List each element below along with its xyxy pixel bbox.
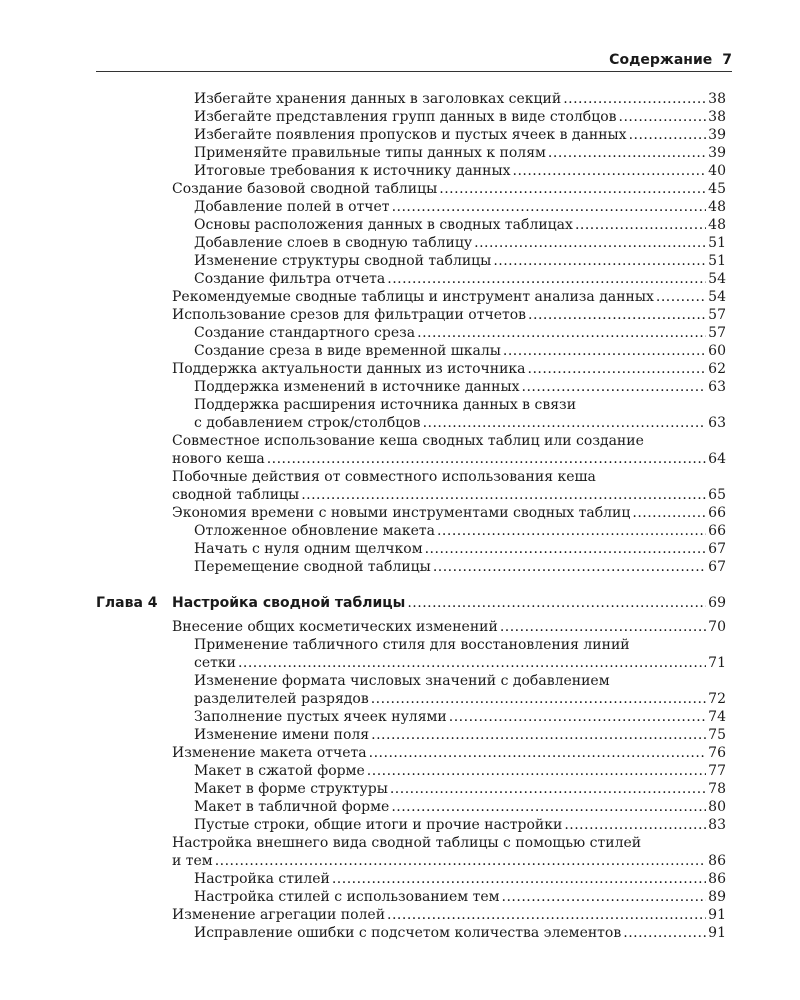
toc-entry-title: Пустые строки, общие итоги и прочие настройки	[194, 817, 563, 833]
toc-entry-page: 71	[708, 655, 726, 671]
toc-entry-title: Настройка стилей с использованием тем	[194, 889, 500, 905]
toc-entry-row	[172, 486, 726, 504]
leader-dots	[392, 198, 707, 216]
leader-dots	[474, 234, 706, 252]
toc-entry-title: Изменение структуры сводной таблицы	[194, 253, 492, 269]
toc-entry-row	[172, 618, 726, 636]
toc-entry-row	[172, 906, 726, 924]
toc-entry-page: 70	[708, 619, 726, 635]
toc-entry-page: 86	[708, 871, 726, 887]
toc-entry-title-line1: Изменение формата числовых значений с добавлением	[194, 673, 610, 689]
toc-entry-page: 39	[708, 127, 726, 143]
leader-dots	[433, 558, 706, 576]
toc-entry-page: 54	[708, 271, 726, 287]
toc-entry-row	[194, 252, 726, 270]
toc-entry-title: разделителей разрядов	[194, 691, 369, 707]
toc-entry-row	[194, 780, 726, 798]
toc-entry-page: 62	[708, 361, 726, 377]
toc-entry-title: Использование срезов для фильтрации отчетов	[172, 307, 527, 323]
toc-entry-title: Создание стандартного среза	[194, 325, 416, 341]
header-page-number: 7	[722, 52, 732, 68]
toc-entry	[194, 108, 726, 126]
toc-entry	[194, 90, 726, 108]
toc-entry-page: 77	[708, 763, 726, 779]
toc-entry-row	[194, 762, 726, 780]
toc-entry-row	[172, 450, 726, 468]
leader-dots	[407, 594, 706, 612]
toc-entry	[194, 726, 726, 744]
toc-entry-title: и тем	[172, 853, 213, 869]
toc-entry-page: 76	[708, 745, 726, 761]
toc-entry-title: Внесение общих косметических изменений	[172, 619, 498, 635]
toc-entry-title: Основы расположения данных в сводных таблицах	[194, 217, 573, 233]
leader-dots	[449, 708, 706, 726]
leader-dots	[367, 762, 706, 780]
toc-entry-row	[194, 690, 726, 708]
toc-entry-title: Поддержка актуальности данных из источника	[172, 361, 526, 377]
toc-entry-title: Избегайте представления групп данных в виде столбцов	[194, 109, 617, 125]
toc-entry	[172, 504, 726, 522]
toc-entry-title-line1: Поддержка расширения источника данных в связи	[194, 397, 577, 413]
leader-dots	[391, 798, 706, 816]
toc-entry	[194, 270, 726, 288]
leader-dots	[528, 306, 706, 324]
toc-entry	[194, 870, 726, 888]
toc-entry	[172, 468, 726, 504]
toc-entry	[194, 522, 726, 540]
toc-entry-row	[194, 414, 726, 432]
leader-dots	[425, 540, 707, 558]
toc-entry-page: 67	[708, 541, 726, 557]
toc-entry-title: Добавление полей в отчет	[194, 199, 390, 215]
chapter-page: 69	[708, 595, 726, 611]
toc-entry-row	[194, 198, 726, 216]
toc-entry	[194, 708, 726, 726]
leader-dots	[493, 252, 706, 270]
toc-section-chapter4	[0, 594, 800, 942]
toc-entry-page: 64	[708, 451, 726, 467]
leader-dots	[528, 360, 707, 378]
toc-entry-page: 38	[708, 109, 726, 125]
toc-entry-page: 54	[708, 289, 726, 305]
toc-entry-title: Отложенное обновление макета	[194, 523, 435, 539]
toc-entry	[194, 558, 726, 576]
leader-dots	[522, 378, 707, 396]
toc-entry-page: 86	[708, 853, 726, 869]
toc-entry-page: 91	[708, 907, 726, 923]
toc-entry-row	[194, 924, 726, 942]
toc-entry	[194, 888, 726, 906]
toc-section-top	[0, 90, 800, 576]
leader-dots	[563, 90, 706, 108]
header-title: Содержание	[609, 52, 713, 68]
toc-entry-row	[194, 162, 726, 180]
toc-entry-title-line1: Настройка внешнего вида сводной таблицы с помощью стилей	[172, 835, 642, 851]
toc-entry-title: Макет в табличной форме	[194, 799, 390, 815]
toc-entry-page: 39	[708, 145, 726, 161]
chapter-title: Настройка сводной таблицы	[172, 595, 406, 611]
toc-entry-title: Применяйте правильные типы данных к полям	[194, 145, 546, 161]
toc-entry-title-line1: Совместное использование кеша сводных таблиц или создание	[172, 433, 644, 449]
toc-entry-row	[194, 726, 726, 744]
toc-entry-page: 75	[708, 727, 726, 743]
leader-dots	[575, 216, 706, 234]
leader-dots	[439, 180, 706, 198]
leader-dots	[267, 450, 706, 468]
toc-entry-row	[194, 558, 726, 576]
toc-entry-row	[194, 234, 726, 252]
toc-entry	[194, 324, 726, 342]
toc-entry	[194, 198, 726, 216]
toc-entry-row	[194, 324, 726, 342]
leader-dots	[632, 504, 706, 522]
toc-entry-title: с добавлением строк/столбцов	[194, 415, 421, 431]
toc-entry-title: Изменение агрегации полей	[172, 907, 386, 923]
toc-entry-title: Избегайте хранения данных в заголовках секций	[194, 91, 562, 107]
toc-entry-page: 40	[708, 163, 726, 179]
leader-dots	[502, 888, 707, 906]
toc-entry	[172, 180, 726, 198]
toc-entry-title-line1: Применение табличного стиля для восстановления линий	[194, 637, 630, 653]
toc-entry-page: 67	[708, 559, 726, 575]
toc-entry	[172, 906, 726, 924]
toc-entry	[194, 672, 726, 708]
toc-entry-row	[194, 816, 726, 834]
toc-list	[0, 618, 800, 942]
leader-dots	[371, 726, 706, 744]
toc-entry	[194, 924, 726, 942]
toc-entry	[172, 618, 726, 636]
toc-entry-row	[194, 378, 726, 396]
toc-entry-page: 63	[708, 379, 726, 395]
toc-entry	[194, 762, 726, 780]
toc-entry	[172, 834, 726, 870]
toc-entry-title: Избегайте появления пропусков и пустых ячеек в данных	[194, 127, 627, 143]
toc-entry-title: Заполнение пустых ячеек нулями	[194, 709, 447, 725]
toc-entry-title: Настройка стилей	[194, 871, 330, 887]
leader-dots	[387, 270, 706, 288]
leader-dots	[656, 288, 706, 306]
toc-entry-row	[194, 108, 726, 126]
toc-entry-page: 51	[708, 235, 726, 251]
toc-entry	[194, 216, 726, 234]
toc-entry-row	[194, 270, 726, 288]
running-header	[96, 52, 732, 72]
toc-entry-page: 91	[708, 925, 726, 941]
toc-entry-title-line1: Побочные действия от совместного использования кеша	[172, 469, 596, 485]
toc-entry-title: Изменение макета отчета	[172, 745, 367, 761]
toc-entry-title: Экономия времени с новыми инструментами сводных таблиц	[172, 505, 631, 521]
toc-entry-row	[172, 306, 726, 324]
toc-entry-row	[194, 870, 726, 888]
leader-dots	[369, 744, 707, 762]
toc-entry	[172, 360, 726, 378]
toc-entry	[172, 432, 726, 468]
toc-entry-page: 78	[708, 781, 726, 797]
leader-dots	[548, 144, 706, 162]
toc-entry-title: Добавление слоев в сводную таблицу	[194, 235, 473, 251]
toc-entry-title: Перемещение сводной таблицы	[194, 559, 431, 575]
leader-dots	[423, 414, 707, 432]
toc-entry	[194, 780, 726, 798]
toc-entry-row	[194, 90, 726, 108]
toc-entry	[172, 306, 726, 324]
toc-entry-title: Макет в сжатой форме	[194, 763, 365, 779]
toc-entry-row	[194, 708, 726, 726]
leader-dots	[301, 486, 706, 504]
toc-entry-page: 66	[708, 523, 726, 539]
toc-entry-title: Создание среза в виде временной шкалы	[194, 343, 501, 359]
leader-dots	[500, 618, 706, 636]
toc-entry-page: 57	[708, 307, 726, 323]
leader-dots	[629, 126, 707, 144]
toc-entry-row	[172, 504, 726, 522]
toc-entry-title: Поддержка изменений в источнике данных	[194, 379, 520, 395]
toc-entry-page: 57	[708, 325, 726, 341]
toc-entry-page: 63	[708, 415, 726, 431]
toc-entry-title: Изменение имени поля	[194, 727, 370, 743]
leader-dots	[437, 522, 706, 540]
toc-entry	[194, 378, 726, 396]
toc-entry-title: Рекомендуемые сводные таблицы и инструмент анализа данных	[172, 289, 654, 305]
toc-entry	[194, 252, 726, 270]
header-rule	[96, 71, 732, 72]
leader-dots	[564, 816, 706, 834]
toc-entry-page: 38	[708, 91, 726, 107]
toc-entry	[172, 744, 726, 762]
toc-entry-row	[194, 654, 726, 672]
chapter-heading	[96, 594, 726, 612]
toc-entry	[194, 540, 726, 558]
toc-entry-row	[172, 180, 726, 198]
toc-entry	[172, 288, 726, 306]
leader-dots	[371, 690, 706, 708]
toc-entry	[194, 342, 726, 360]
toc-entry-title: сетки	[194, 655, 236, 671]
leader-dots	[387, 906, 706, 924]
toc-entry-page: 48	[708, 199, 726, 215]
toc-entry-page: 74	[708, 709, 726, 725]
toc-entry	[194, 162, 726, 180]
toc-entry-title: нового кеша	[172, 451, 265, 467]
leader-dots	[238, 654, 706, 672]
toc-entry-page: 45	[708, 181, 726, 197]
toc-entry-page: 89	[708, 889, 726, 905]
toc-entry-title: Макет в форме структуры	[194, 781, 388, 797]
toc-entry	[194, 636, 726, 672]
toc-entry-row	[194, 216, 726, 234]
leader-dots	[332, 870, 706, 888]
toc-entry-row	[194, 522, 726, 540]
toc-entry-row	[172, 744, 726, 762]
toc-entry-row	[172, 852, 726, 870]
toc-entry	[194, 396, 726, 432]
toc-entry-title: Итоговые требования к источнику данных	[194, 163, 511, 179]
leader-dots	[623, 924, 706, 942]
toc-entry-title: Начать с нуля одним щелчком	[194, 541, 423, 557]
toc-entry-page: 72	[708, 691, 726, 707]
toc-entry-row	[194, 540, 726, 558]
toc-entry-title: Создание базовой сводной таблицы	[172, 181, 438, 197]
toc-entry-row	[194, 342, 726, 360]
toc-entry-row	[172, 288, 726, 306]
toc-entry	[194, 126, 726, 144]
toc-entry-page: 66	[708, 505, 726, 521]
toc-entry-page: 51	[708, 253, 726, 269]
chapter-label: Глава 4	[96, 595, 158, 611]
toc-entry-page: 65	[708, 487, 726, 503]
toc-entry	[194, 816, 726, 834]
toc-entry-page: 60	[708, 343, 726, 359]
toc-entry	[194, 234, 726, 252]
toc-entry-row	[194, 798, 726, 816]
leader-dots	[417, 324, 706, 342]
leader-dots	[619, 108, 707, 126]
toc-entry-row	[172, 360, 726, 378]
leader-dots	[503, 342, 706, 360]
toc-entry	[194, 798, 726, 816]
toc-entry-title: Создание фильтра отчета	[194, 271, 386, 287]
toc-entry-page: 83	[708, 817, 726, 833]
toc-entry-row	[194, 888, 726, 906]
toc-entry-row	[194, 144, 726, 162]
toc-entry-row	[194, 126, 726, 144]
toc-entry-page: 80	[708, 799, 726, 815]
leader-dots	[390, 780, 706, 798]
leader-dots	[215, 852, 706, 870]
leader-dots	[513, 162, 707, 180]
toc-entry-page: 48	[708, 217, 726, 233]
toc-entry-title: Исправление ошибки с подсчетом количества элементов	[194, 925, 622, 941]
toc-entry	[194, 144, 726, 162]
toc-entry-title: сводной таблицы	[172, 487, 300, 503]
